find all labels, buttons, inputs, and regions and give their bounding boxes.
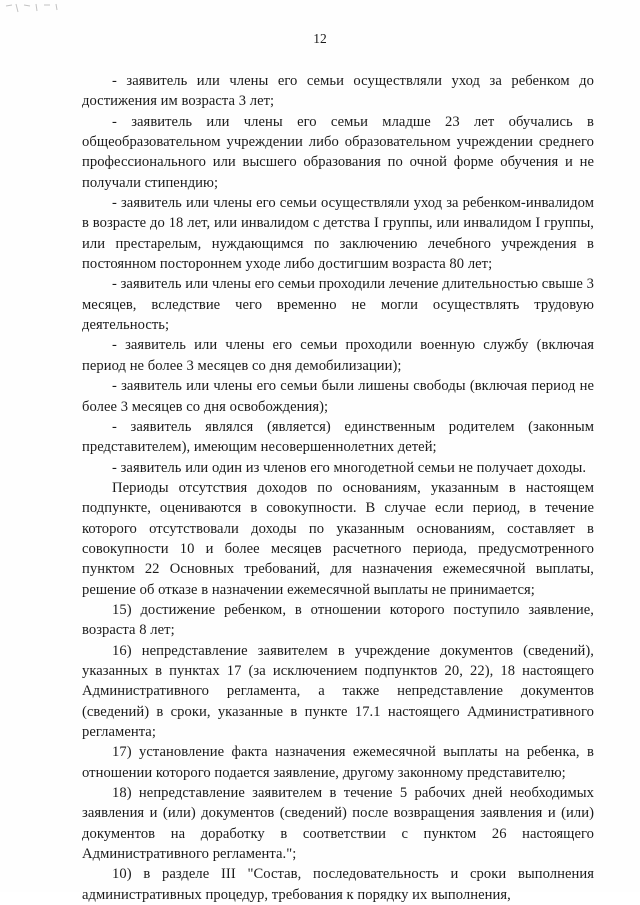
paragraph-item-15: 15) достижение ребенком, в отношении которого поступило заявление, возраста 8 лет;	[82, 601, 594, 639]
paragraph-item-18: 18) непредставление заявителем в течение 5 рабочих дней необходимых заявления и (или) документов (сведений) после возвращения заявления и (или) документов на доработку в соответствии с пунктом 26 настоящего Административного регламента.";	[82, 785, 594, 863]
paragraph-full-time-study: - заявитель или члены его семьи младше 23 лет обучались в общеобразовательном учреждении либо образовательном учреждении среднего профессионального или высшего образования по очной форме обучения и не получали стипендию;	[82, 113, 594, 191]
paragraph-income-absence-periods: Периоды отсутствия доходов по основаниям, указанным в настоящем подпункте, оцениваются в совокупности. В случае если период, в течение которого отсутствовали доходы по указанным основаниям, составляет в совокупности 10 и более месяцев расчетного периода, предусмотренного пунктом 22 Основных требований, для назначения ежемесячной выплаты, решение об отказе в назначении ежемесячной выплаты не принимается;	[82, 479, 594, 598]
paragraph-medical-treatment: - заявитель или члены его семьи проходили лечение длительностью свыше 3 месяцев, вследствие чего временно не могли осуществлять трудовую деятельность;	[82, 276, 594, 334]
document-text	[82, 71, 594, 905]
paragraph-disabled-care: - заявитель или члены его семьи осуществляли уход за ребенком-инвалидом в возрасте до 18 лет, или инвалидом с детства I группы, или инвалидом I группы, или престарелым, нуждающимся по заключению лечебного учреждения в постоянном постороннем уходе либо достигшим возраста 80 лет;	[82, 195, 594, 273]
paragraph-item-16: 16) непредставление заявителем в учреждение документов (сведений), указанных в пунктах 17 (за исключением подпунктов 20, 22), 18 настоящего Административного регламента, а также непредставление документов (сведений) в сроки, указанные в пункте 17.1 настоящего Административного регламента;	[82, 642, 594, 740]
paragraph-military-service: - заявитель или члены его семьи проходили военную службу (включая период не более 3 месяцев со дня демобилизации);	[82, 337, 594, 374]
paragraph-section-3-amendment: 10) в разделе III "Состав, последовательность и сроки выполнения административных процедур, требования к порядку их выполнения,	[82, 866, 594, 903]
page-number: 12	[313, 31, 327, 46]
paragraph-imprisonment: - заявитель или члены его семьи были лишены свободы (включая период не более 3 месяцев со дня освобождения);	[82, 378, 594, 415]
paragraph-single-parent: - заявитель являлся (является) единственным родителем (законным представителем), имеющим несовершеннолетних детей;	[82, 418, 594, 456]
scan-artifact-mark	[4, 2, 64, 14]
paragraph-large-family: - заявитель или один из членов его многодетной семьи не получает доходы.	[112, 459, 587, 476]
paragraph-childcare-under-3: - заявитель или члены его семьи осуществляли уход за ребенком до достижения им возраста 3 лет;	[82, 73, 594, 110]
paragraph-item-17: 17) установление факта назначения ежемесячной выплаты на ребенка, в отношении которого подается заявление, другому законному представителю;	[82, 744, 594, 781]
